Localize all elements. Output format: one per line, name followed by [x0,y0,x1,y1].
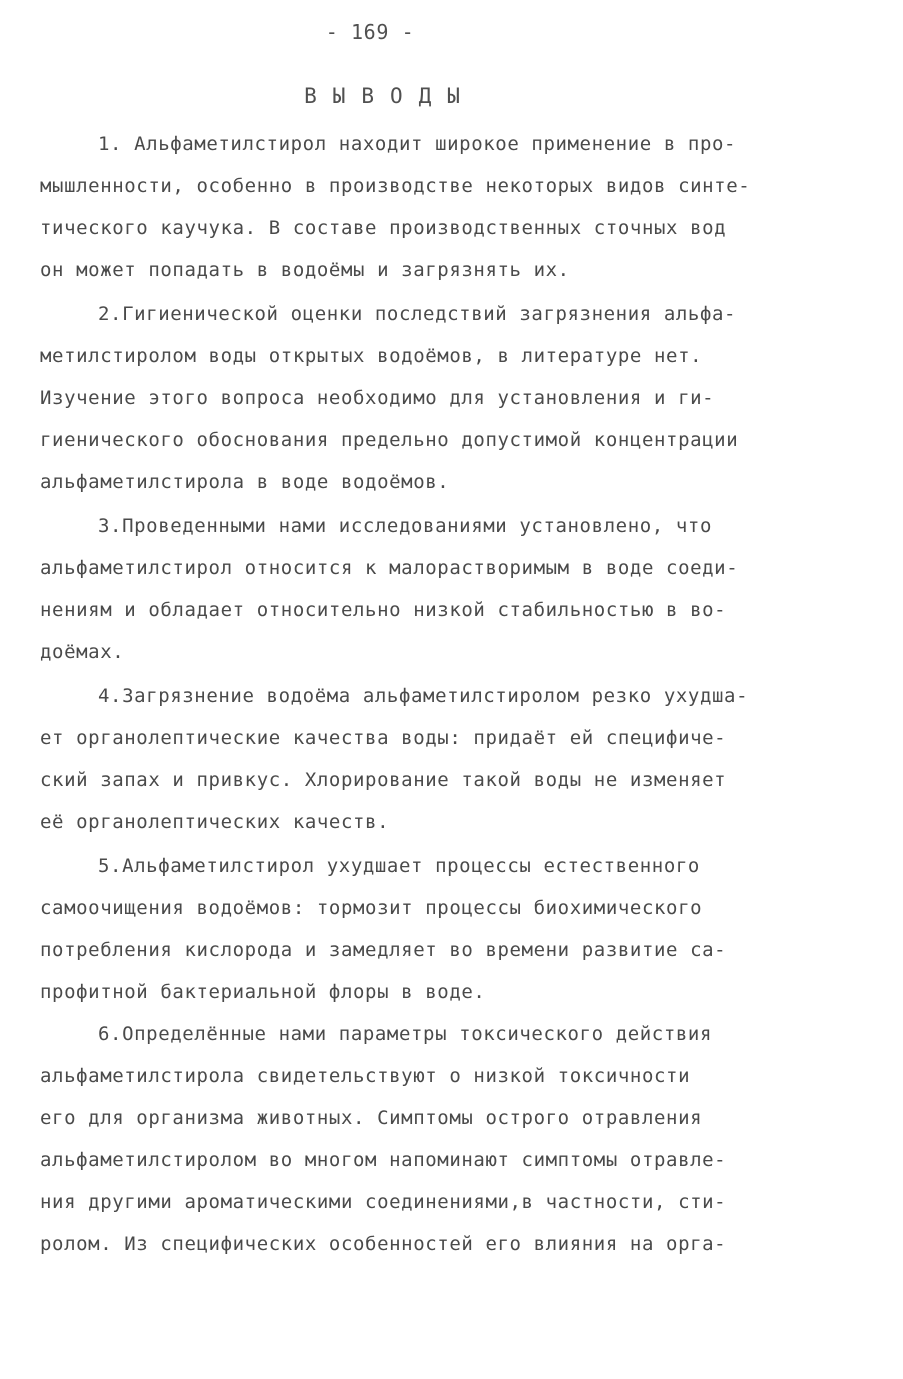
paragraph-line: альфаметилстиролом во многом напоминают симптомы отравле- [40,1149,727,1171]
paragraph-line: самоочищения водоёмов: тормозит процессы биохимического [40,897,703,919]
paragraph-line: альфаметилстирола свидетельствуют о низкой токсичности [40,1065,691,1087]
paragraph-line: его для организма животных. Симптомы острого отравления [40,1107,703,1129]
paragraph-line: ет органолептические качества воды: придаёт ей специфиче- [40,727,727,749]
paragraph-line: 4.Загрязнение водоёма альфаметилстиролом резко ухудша- [98,685,749,707]
page-number: - 169 - [325,20,415,44]
paragraph-line: альфаметилстирола в воде водоёмов. [40,471,450,493]
paragraph-line: потребления кислорода и замедляет во времени развитие са- [40,939,727,961]
paragraph-line: ния другими ароматическими соединениями,в частности, сти- [40,1191,727,1213]
paragraph-line: нениям и обладает относительно низкой стабильностью в во- [40,599,727,621]
paragraph-line: гиенического обоснования предельно допустимой концентрации [40,429,739,451]
paragraph-line: он может попадать в водоёмы и загрязнять их. [40,259,570,281]
paragraph-line: ролом. Из специфических особенностей его влияния на орга- [40,1233,727,1255]
paragraph-line: доёмах. [40,641,125,663]
paragraph-line: тического каучука. В составе производственных сточных вод [40,217,727,239]
paragraph-line: 1. Альфаметилстирол находит широкое применение в про- [98,133,737,155]
paragraph-line: 5.Альфаметилстирол ухудшает процессы естественного [98,855,700,877]
paragraph-line: 6.Определённые нами параметры токсического действия [98,1023,712,1045]
paragraph-line: 2.Гигиенической оценки последствий загрязнения альфа- [98,303,737,325]
paragraph-line: профитной бактериальной флоры в воде. [40,981,486,1003]
paragraph-line: метилстиролом воды открытых водоёмов, в литературе нет. [40,345,703,367]
conclusions-heading: ВЫВОДЫ [304,84,476,108]
paragraph-line: 3.Проведенными нами исследованиями установлено, что [98,515,712,537]
paragraph-line: её органолептических качеств. [40,811,390,833]
paragraph-line: ский запах и привкус. Хлорирование такой воды не изменяет [40,769,727,791]
paragraph-line: мышленности, особенно в производстве некоторых видов синте- [40,175,751,197]
paragraph-line: альфаметилстирол относится к малорастворимым в воде соеди- [40,557,739,579]
paragraph-line: Изучение этого вопроса необходимо для установления и ги- [40,387,715,409]
